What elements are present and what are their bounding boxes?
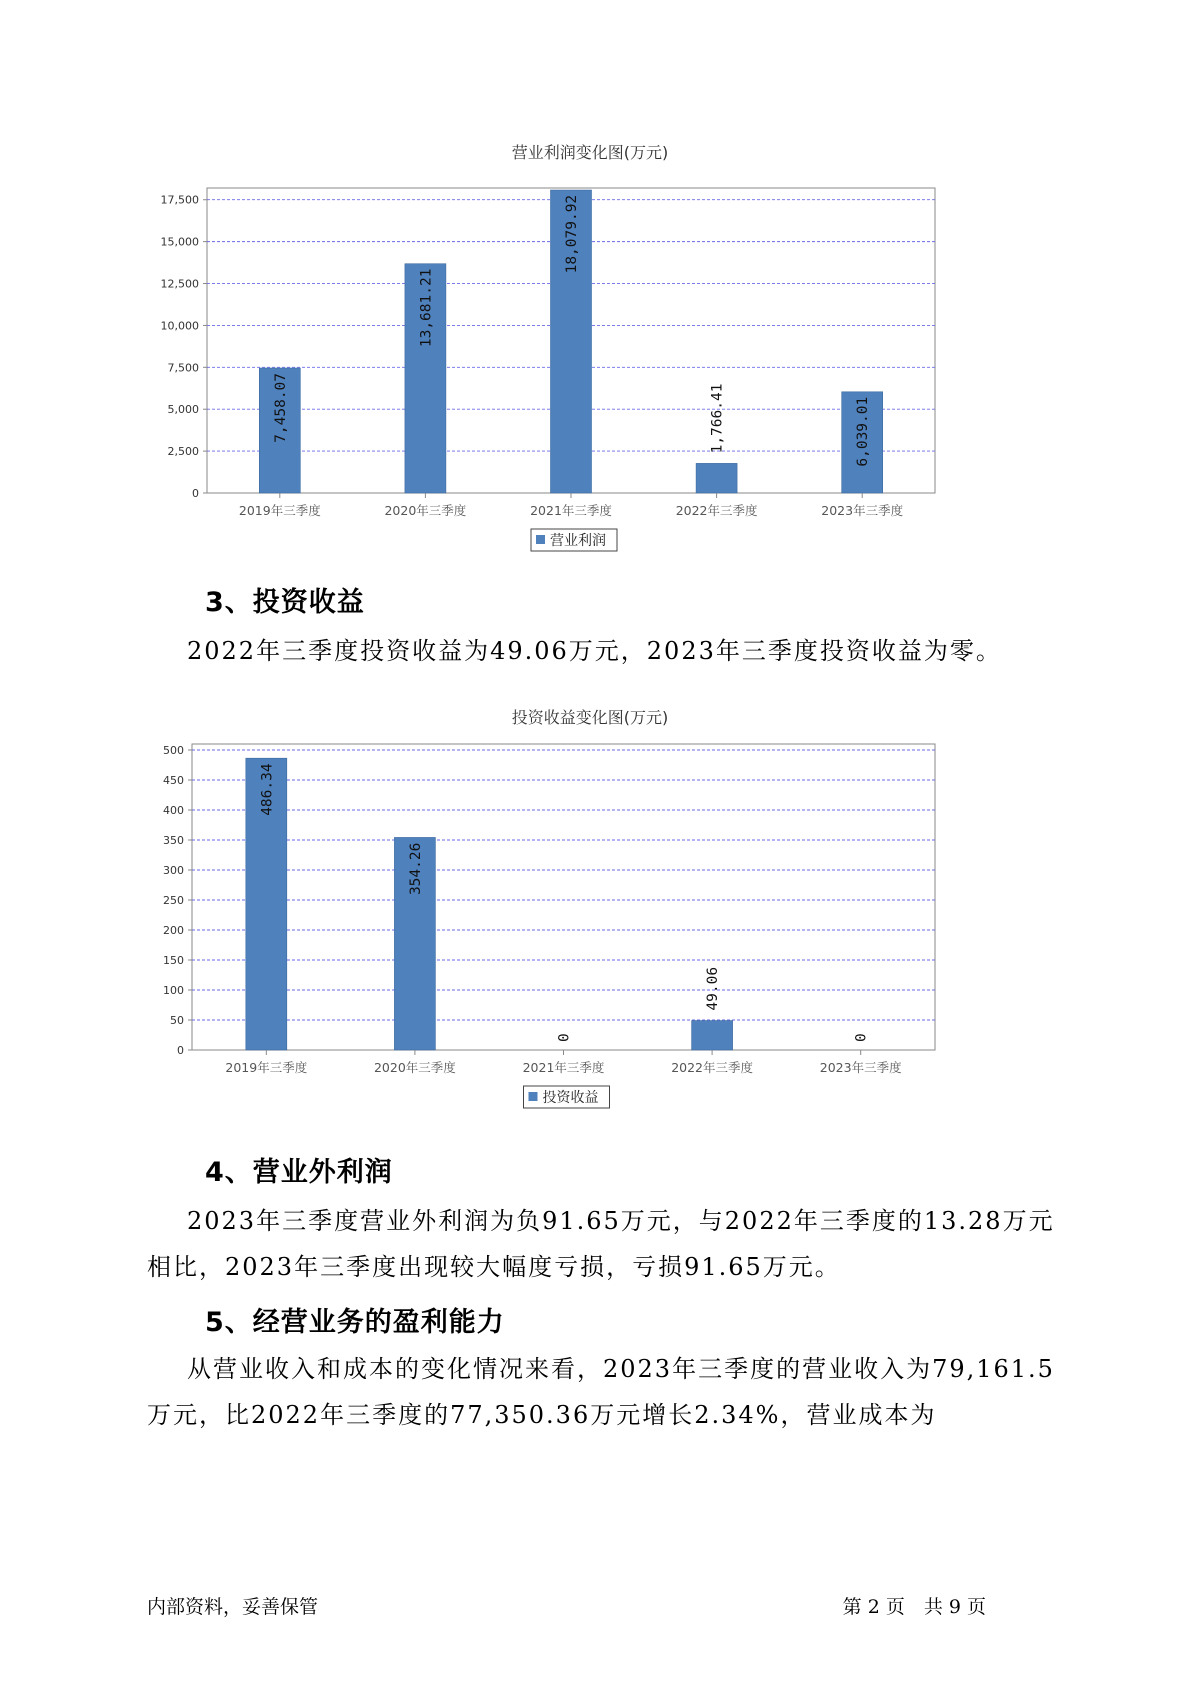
y-tick-label: 350 xyxy=(163,834,184,847)
legend-label: 营业利润 xyxy=(550,533,606,549)
y-tick-label: 300 xyxy=(163,864,184,877)
y-tick-label: 7,500 xyxy=(167,361,199,375)
y-tick-label: 5,000 xyxy=(167,403,199,417)
x-tick-label: 2023年三季度 xyxy=(821,503,904,518)
y-tick-label: 400 xyxy=(163,804,184,817)
footer-confidential-note: 内部资料，妥善保管 xyxy=(147,1596,319,1618)
y-tick-label: 17,500 xyxy=(160,193,199,207)
y-tick-label: 450 xyxy=(163,774,184,787)
y-tick-label: 0 xyxy=(177,1044,184,1057)
y-tick-label: 12,500 xyxy=(160,277,199,291)
chart-operating-profit xyxy=(160,140,1020,583)
paragraph-profitability: 从营业收入和成本的变化情况来看，2023年三季度的营业收入为79,161.5万元，比2022年三季度的77,350.36万元增长2.34%，营业成本为 xyxy=(147,1355,1055,1429)
y-tick-label: 150 xyxy=(163,954,184,967)
y-tick-label: 250 xyxy=(163,894,184,907)
bar-value-label: 0 xyxy=(853,1033,870,1042)
bar-value-label: 354.26 xyxy=(407,842,424,896)
x-tick-label: 2020年三季度 xyxy=(384,503,467,518)
paragraph-investment-income: 2022年三季度投资收益为49.06万元，2023年三季度投资收益为零。 xyxy=(187,637,1002,665)
bar-value-label: 7,458.07 xyxy=(272,372,289,443)
y-tick-label: 50 xyxy=(170,1014,184,1027)
y-tick-label: 0 xyxy=(192,487,199,500)
x-tick-label: 2020年三季度 xyxy=(373,1060,456,1075)
chart-title: 投资收益变化图(万元) xyxy=(511,708,669,727)
footer-page-number: 第 2 页 共 9 页 xyxy=(842,1596,986,1618)
y-tick-label: 10,000 xyxy=(160,319,199,333)
legend-swatch xyxy=(529,1092,538,1101)
bar-value-label: 0 xyxy=(556,1033,573,1042)
section-heading-investment-income: 3、投资收益 xyxy=(205,587,365,618)
chart-title: 营业利润变化图(万元) xyxy=(511,143,669,162)
y-tick-label: 2,500 xyxy=(167,445,199,459)
section-heading-non-operating-profit: 4、营业外利润 xyxy=(205,1157,393,1188)
bar xyxy=(696,463,737,493)
legend-swatch xyxy=(536,535,545,544)
y-tick-label: 500 xyxy=(163,744,184,757)
bar-value-label: 18,079.92 xyxy=(564,194,580,274)
chart-investment-income xyxy=(160,705,1020,1148)
x-tick-label: 2023年三季度 xyxy=(819,1060,902,1075)
paragraph-non-operating-profit: 2023年三季度营业外利润为负91.65万元，与2022年三季度的13.28万元相比，2023年三季度出现较大幅度亏损，亏损91.65万元。 xyxy=(147,1207,1055,1281)
x-tick-label: 2019年三季度 xyxy=(225,1060,308,1075)
x-tick-label: 2022年三季度 xyxy=(671,1060,754,1075)
y-tick-label: 200 xyxy=(163,924,184,937)
bar-value-label: 1,766.41 xyxy=(709,383,726,454)
section-heading-profitability: 5、经营业务的盈利能力 xyxy=(205,1307,505,1338)
chart-investment-income-svg xyxy=(160,728,1020,1148)
x-tick-label: 2022年三季度 xyxy=(675,503,758,518)
chart-operating-profit-svg xyxy=(160,163,1020,583)
bar-value-label: 6,039.01 xyxy=(855,396,872,467)
legend-label: 投资收益 xyxy=(542,1090,599,1106)
bar xyxy=(692,1021,733,1050)
x-tick-label: 2021年三季度 xyxy=(522,1060,605,1075)
plot-area xyxy=(192,744,935,1050)
y-tick-label: 100 xyxy=(163,984,184,997)
bar-value-label: 13,681.21 xyxy=(418,268,435,348)
x-tick-label: 2021年三季度 xyxy=(530,503,612,518)
bar-value-label: 486.34 xyxy=(259,763,276,816)
x-tick-label: 2019年三季度 xyxy=(238,503,321,518)
y-tick-label: 15,000 xyxy=(160,235,199,249)
bar-value-label: 49.06 xyxy=(705,966,722,1011)
